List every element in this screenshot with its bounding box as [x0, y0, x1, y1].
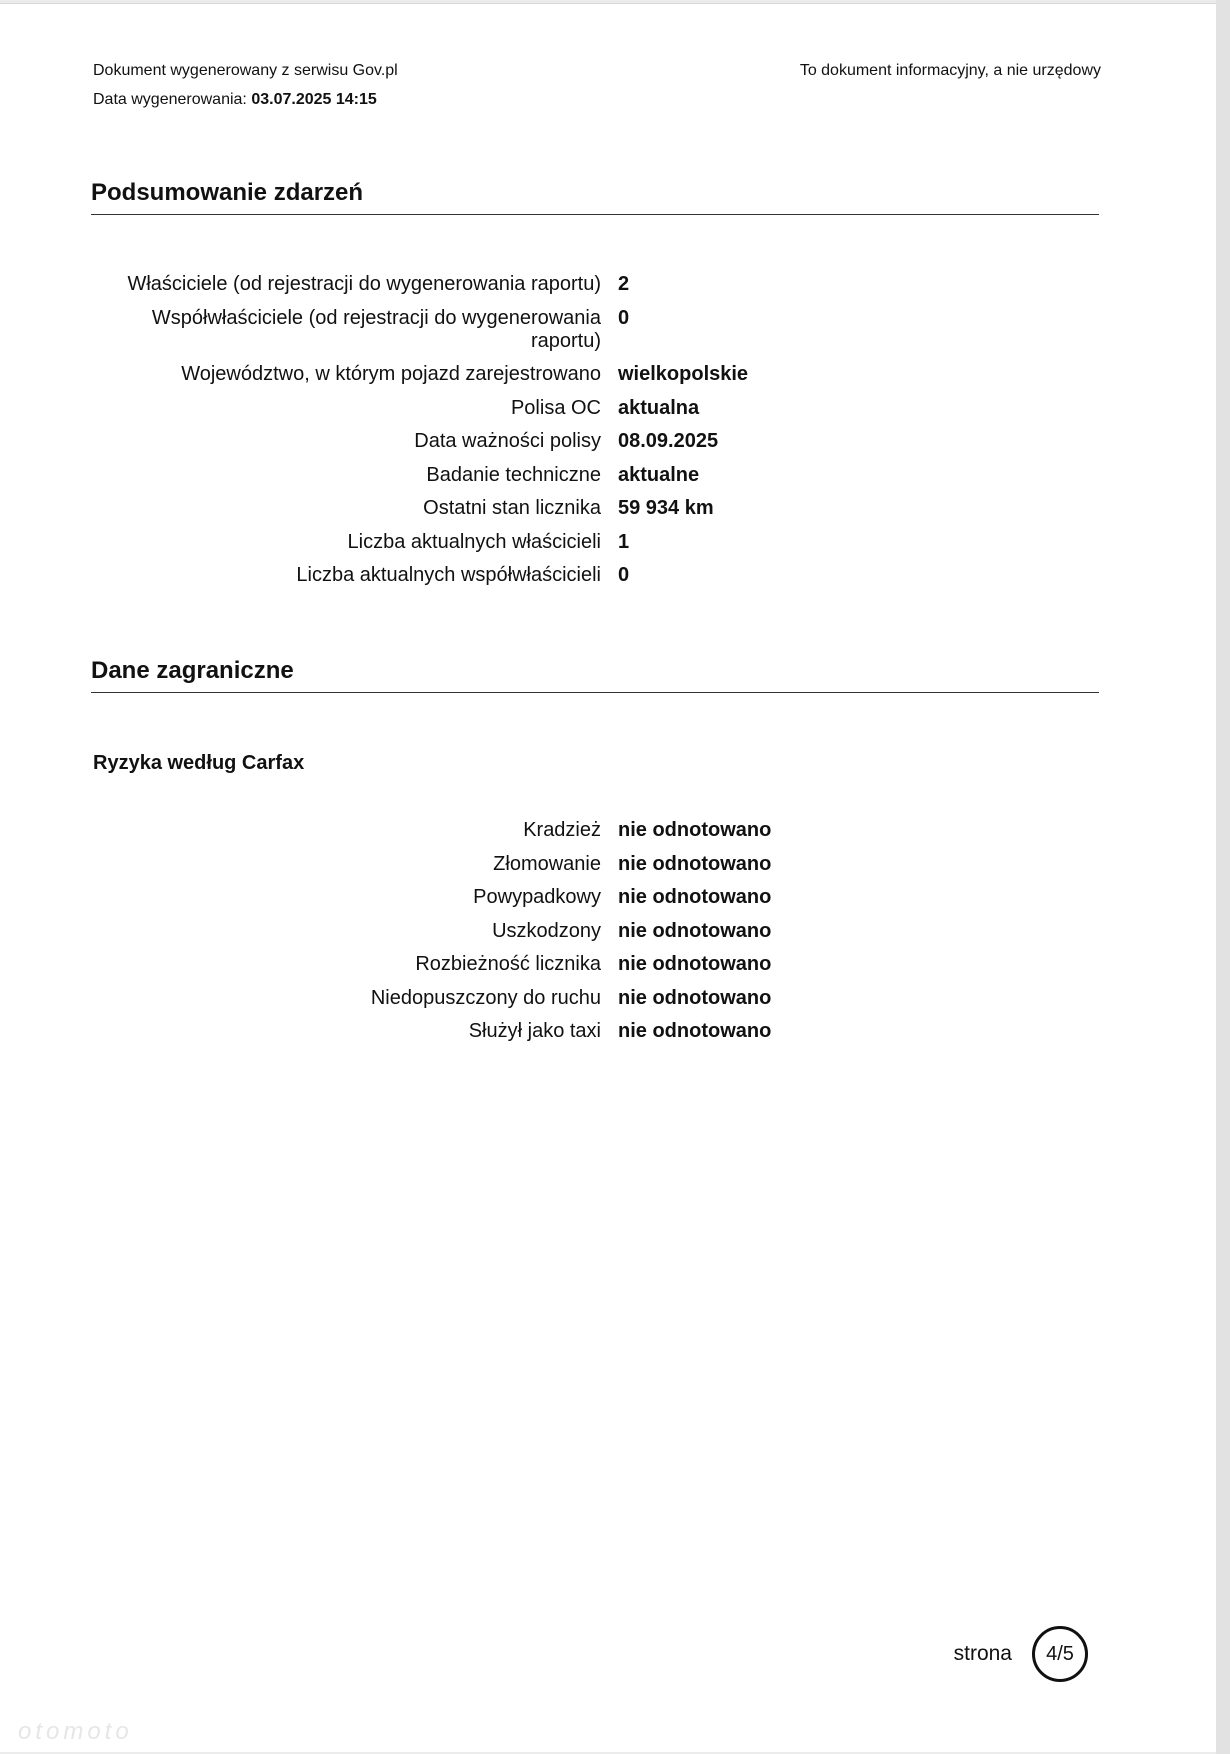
subsection-title-carfax: Ryzyka według Carfax: [93, 752, 305, 774]
row-value: nie odnotowano: [618, 919, 772, 942]
generated-date-label: Data wygenerowania:: [93, 91, 247, 108]
row-label: Kradzież: [523, 819, 601, 841]
row-label: Polisa OC: [510, 396, 601, 419]
page-edge: [1216, 0, 1230, 1754]
section-title-summary: Podsumowanie zdarzeń: [91, 178, 1099, 215]
page-footer: [954, 1626, 1088, 1682]
row-value: 0: [618, 564, 630, 586]
table-row: [120, 430, 748, 464]
row-label: Powypadkowy: [473, 886, 601, 908]
table-row: [120, 853, 771, 887]
table-row: [120, 273, 748, 307]
row-label: Ostatni stan licznika: [423, 497, 601, 519]
page-label: strona: [953, 1642, 1012, 1665]
summary-table: [120, 273, 748, 598]
row-value: 59 934 km: [618, 497, 714, 519]
row-label: Właściciele (od rejestracji do wygenerowania raportu): [127, 273, 601, 295]
disclaimer: To dokument informacyjny, a nie urzędowy: [799, 62, 1101, 79]
table-row: [120, 953, 771, 987]
table-row: [120, 363, 748, 397]
table-row: [120, 886, 771, 920]
row-label: Uszkodzony: [492, 919, 601, 942]
row-value: aktualna: [618, 396, 700, 419]
generated-date-line: [93, 85, 398, 114]
row-value: nie odnotowano: [618, 986, 772, 1009]
row-label: Współwłaściciele (od rejestracji do wygenerowania raportu): [151, 306, 601, 352]
page-number: 4/5: [1046, 1642, 1074, 1665]
row-value: nie odnotowano: [618, 852, 772, 875]
row-label: Złomowanie: [493, 852, 601, 875]
row-value: 1: [618, 530, 630, 553]
carfax-table: [120, 819, 771, 1054]
table-row: [120, 307, 748, 364]
row-label: Województwo, w którym pojazd zarejestrowano: [181, 363, 601, 385]
row-label: Niedopuszczony do ruchu: [370, 986, 601, 1009]
row-value: wielkopolskie: [618, 363, 749, 385]
table-row: [120, 987, 771, 1021]
table-row: [120, 464, 748, 498]
row-label: Rozbieżność licznika: [415, 953, 601, 975]
table-row: [120, 397, 748, 431]
row-label: Badanie techniczne: [426, 463, 601, 486]
page-number-badge: [1032, 1626, 1088, 1682]
table-row: [120, 1020, 771, 1054]
table-row: [120, 497, 748, 531]
row-value: nie odnotowano: [618, 886, 772, 908]
row-value: aktualne: [618, 463, 700, 486]
table-row: [120, 819, 771, 853]
document-page: [0, 3, 1216, 1752]
generated-date-value: 03.07.2025 14:15: [251, 91, 377, 108]
table-row: [120, 564, 748, 598]
row-value: 08.09.2025: [618, 430, 719, 452]
row-label: Data ważności polisy: [414, 430, 601, 452]
header-left: [93, 56, 398, 114]
row-label: Liczba aktualnych współwłaścicieli: [296, 564, 601, 586]
section-title-foreign: Dane zagraniczne: [91, 656, 1099, 693]
source-line: Dokument wygenerowany z serwisu Gov.pl: [93, 62, 398, 79]
row-value: nie odnotowano: [618, 819, 772, 841]
table-row: [120, 531, 748, 565]
table-row: [120, 920, 771, 954]
row-label: Liczba aktualnych właścicieli: [347, 530, 601, 553]
row-value: 0: [618, 306, 630, 329]
row-value: nie odnotowano: [618, 1020, 772, 1042]
row-label: Służył jako taxi: [468, 1020, 601, 1042]
watermark: otomoto: [18, 1718, 133, 1745]
row-value: 2: [618, 273, 630, 295]
row-value: nie odnotowano: [618, 953, 772, 975]
